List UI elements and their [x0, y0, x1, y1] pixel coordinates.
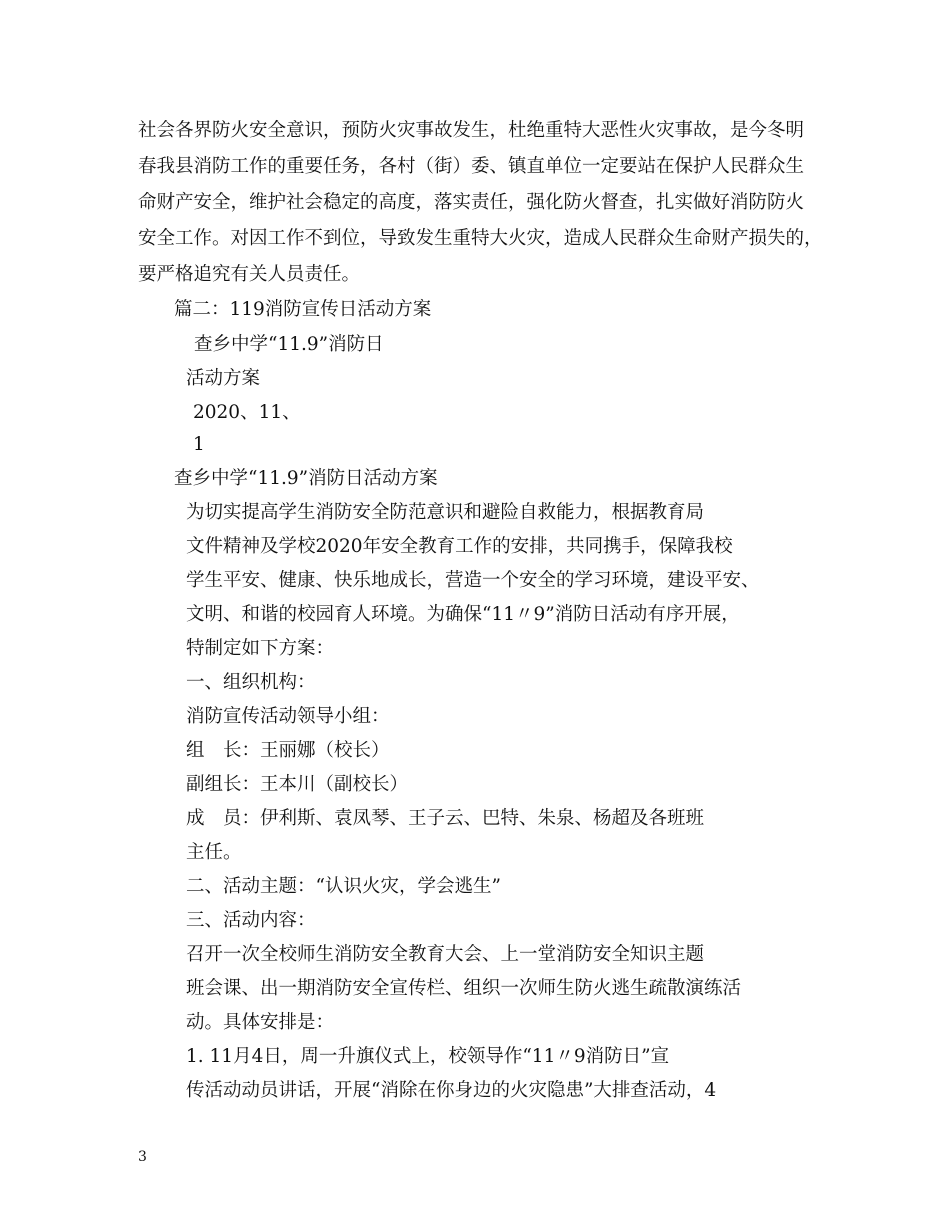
cover-subtitle: 活动方案: [186, 368, 261, 389]
text-line: 副组长：王本川（副校长）: [186, 774, 409, 795]
document-title: 查乡中学“11.9”消防日活动方案: [174, 468, 438, 489]
text-line: 社会各界防火安全意识，预防火灾事故发生，杜绝重特大恶性火灾事故，是今冬明: [138, 120, 805, 141]
text-line: 组 长：王丽娜（校长）: [186, 740, 390, 761]
text-line: 召开一次全校师生消防安全教育大会、上一堂消防安全知识主题: [186, 944, 705, 965]
text-line: 传活动动员讲话，开展“消除在你身边的火灾隐患”大排查活动，4: [186, 1080, 717, 1101]
section-heading: 一、组织机构：: [186, 672, 316, 693]
text-line: 主任。: [186, 842, 242, 863]
section-heading: 二、活动主题：“认识火灾，学会逃生”: [186, 876, 501, 897]
text-line: 成 员：伊利斯、袁凤琴、王子云、巴特、朱泉、杨超及各班班: [186, 808, 705, 829]
text-line: 班会课、出一期消防安全宣传栏、组织一次师生防火逃生疏散演练活: [186, 978, 742, 999]
text-line: 文件精神及学校2020年安全教育工作的安排，共同携手，保障我校: [186, 536, 733, 557]
text-line: 动。具体安排是：: [186, 1012, 335, 1033]
text-line: 特制定如下方案：: [186, 638, 335, 659]
text-line: 安全工作。对因工作不到位，导致发生重特大火灾，造成人民群众生命财产损失的，: [138, 228, 823, 249]
section-heading: 篇二：119消防宣传日活动方案: [174, 299, 432, 320]
text-line: 1. 11月4日，周一升旗仪式上，校领导作“11〃9消防日”宣: [186, 1046, 670, 1067]
text-line: 春我县消防工作的重要任务，各村（街）委、镇直单位一定要站在保护人民群众生: [138, 156, 805, 177]
cover-date-day: 1: [193, 434, 205, 455]
text-line: 文明、和谐的校园育人环境。为确保“11〃9”消防日活动有序开展，: [186, 604, 740, 625]
text-line: 消防宣传活动领导小组：: [186, 706, 390, 727]
cover-date: 2020、11、: [193, 402, 301, 423]
section-heading: 三、活动内容：: [186, 910, 316, 931]
text-line: 为切实提高学生消防安全防范意识和避险自救能力，根据教育局: [186, 502, 705, 523]
text-line: 要严格追究有关人员责任。: [138, 264, 361, 285]
cover-title: 查乡中学“11.9”消防日: [194, 334, 384, 355]
page-number: 3: [138, 1149, 147, 1165]
text-line: 命财产安全，维护社会稳定的高度，落实责任，强化防火督查，扎实做好消防防火: [138, 192, 805, 213]
text-line: 学生平安、健康、快乐地成长，营造一个安全的学习环境，建设平安、: [186, 570, 760, 591]
